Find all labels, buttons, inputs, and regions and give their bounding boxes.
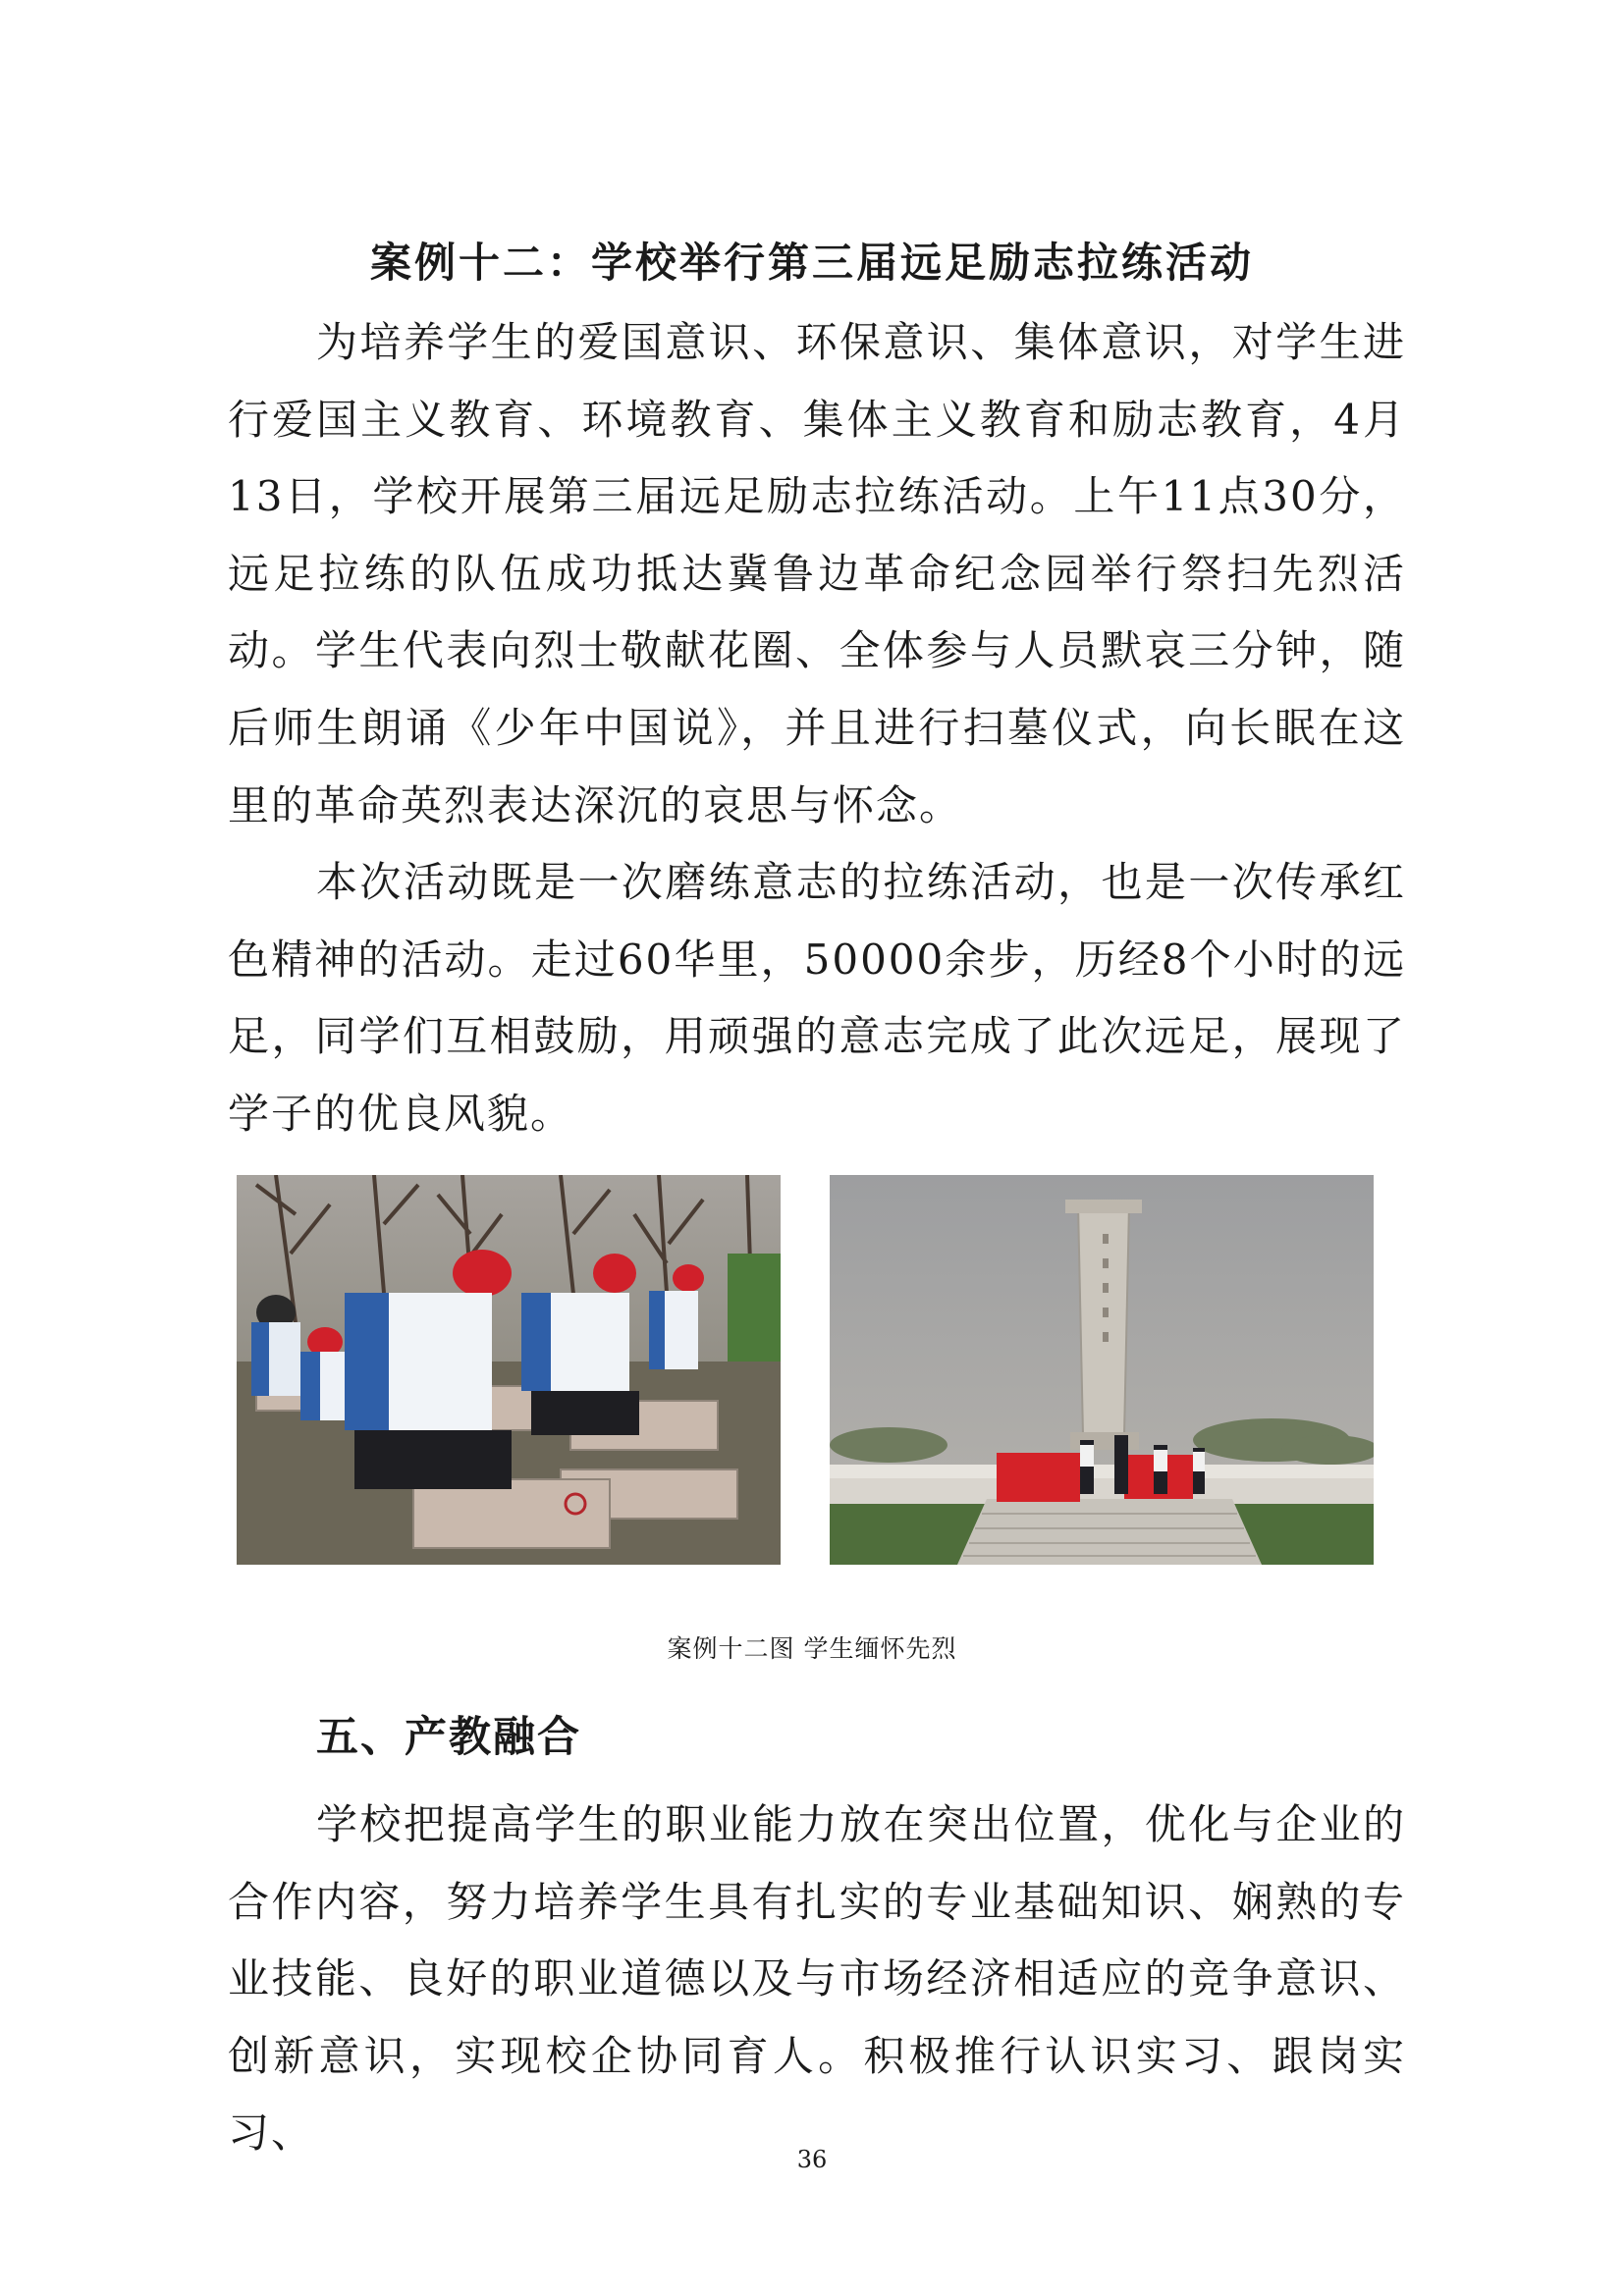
paragraph-activity-summary: 本次活动既是一次磨练意志的拉练活动，也是一次传承红色精神的活动。走过60华里，50000余步，历经8个小时的远足，同学们互相鼓励，用顽强的意志完成了此次远足，展现了学子的优良风貌。 bbox=[228, 858, 1406, 1138]
figure-caption: 案例十二图 学生缅怀先烈 bbox=[667, 1634, 957, 1663]
memorial-monument-photo bbox=[830, 1175, 1374, 1565]
paragraph-industry-education: 学校把提高学生的职业能力放在突出位置，优化与企业的合作内容，努力培养学生具有扎实的专业基础知识、娴熟的专业技能、良好的职业道德以及与市场经济相适应的竞争意识、创新意识，实现校企协同育人。积极推行认识实习、跟岗实习、 bbox=[228, 1800, 1406, 2158]
paragraph-activity-description: 为培养学生的爱国意识、环保意识、集体意识，对学生进行爱国主义教育、环境教育、集体主义教育和励志教育，4月13日，学校开展第三届远足励志拉练活动。上午11点30分，远足拉练的队伍成功抵达冀鲁边革命纪念园举行祭扫先烈活动。学生代表向烈士敬献花圈、全体参与人员默哀三分钟，随后师生朗诵《少年中国说》，并且进行扫墓仪式，向长眠在这里的革命英烈表达深沉的哀思与怀念。 bbox=[228, 318, 1406, 829]
page-number: 36 bbox=[796, 2146, 828, 2173]
section-heading: 五、产教融合 bbox=[316, 1713, 581, 1762]
students-cleaning-tombstones-photo bbox=[237, 1175, 781, 1565]
case-title: 案例十二：学校举行第三届远足励志拉练活动 bbox=[369, 239, 1254, 287]
